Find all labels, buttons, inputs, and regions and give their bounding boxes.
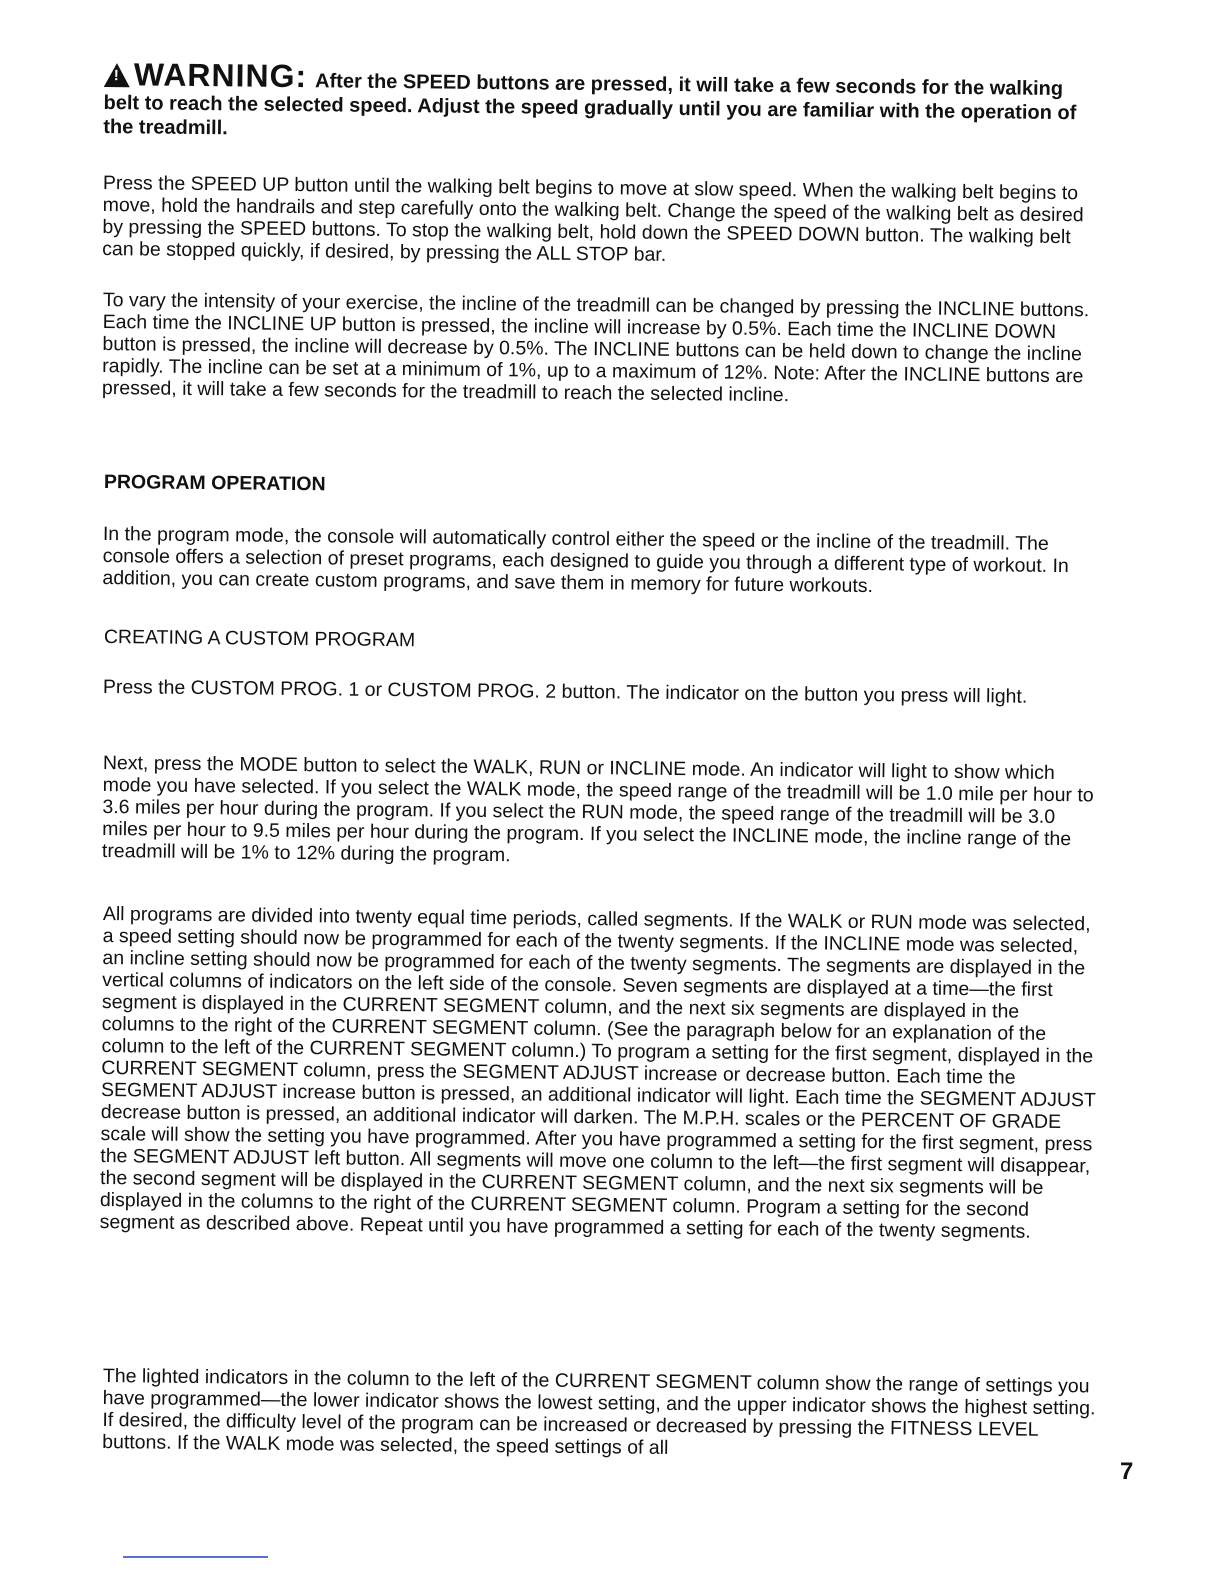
lighted-indicators-paragraph: The lighted indicators in the column to the left of the CURRENT SEGMENT column show the range of settings you have programmed—the lower indicator shows the lowest setting, and the upper indicator shows the highest setting. If desired, the difficulty level of the program can be increased or decreased by pressing the FITNESS LEVEL buttons. If the WALK mode was selected, the speed settings of all bbox=[102, 1365, 1096, 1459]
page-number: 7 bbox=[1120, 1458, 1134, 1485]
program-mode-paragraph: In the program mode, the console will automatically control either the speed or the incline of the treadmill. The console offers a selection of preset programs, each designed to guide you through a different type of workout. In addition, you can create custom programs, and save them in memory for future workouts. bbox=[102, 523, 1069, 598]
bottom-divider bbox=[123, 1556, 268, 1558]
speed-paragraph: Press the SPEED UP button until the walking belt begins to move at slow speed. When the walking belt begins to move, hold the handrails and step carefully onto the walking belt. Change the speed of the walking belt as desired by pressing the SPEED buttons. To stop the walking belt, hold down the SPEED DOWN button. The walking belt can be stopped quickly, if desired, by pressing the ALL STOP bar. bbox=[102, 172, 1084, 266]
incline-paragraph: To vary the intensity of your exercise, the incline of the treadmill can be changed by pressing the INCLINE buttons. Each time the INCLINE UP button is pressed, the incline will increase by 0.5%. Each time the INCLINE DOWN button is pressed, the incline will decrease by 0.5%. The INCLINE buttons can be held down to change the incline rapidly. The incline can be set at a minimum of 1%, up to a maximum of 12%. Note: After the INCLINE buttons are pressed, it will take a few seconds for the treadmill to reach the selected incline. bbox=[101, 289, 1090, 407]
custom-prog-paragraph: Press the CUSTOM PROG. 1 or CUSTOM PROG. 2 button. The indicator on the button you press will light. bbox=[102, 676, 1028, 708]
warning-triangle-icon bbox=[104, 63, 130, 87]
segments-paragraph: All programs are divided into twenty equal time periods, called segments. If the WALK or RUN mode was selected, a speed setting should now be programmed for each of the twenty segments. If the INCLINE mode was selected, an incline setting should now be programmed for each of the twenty segments. The segments are displayed in the vertical columns of indicators on the left side of the console. Seven segments are displayed at a time—the first segment is displayed in the CURRENT SEGMENT column, and the next six segments are displayed in the columns to the right of the CURRENT SEGMENT column. (See the paragraph below for an explanation of the column to the left of the CURRENT SEGMENT column.) To program a setting for the first segment, displayed in the CURRENT SEGMENT column, press the SEGMENT ADJUST increase or decrease button. Each time the SEGMENT ADJUST increase button is pressed, an additional indicator will light. Each time the SEGMENT ADJUST decrease button is pressed, an additional indicator will darken. The M.P.H. scales or the PERCENT OF GRADE scale will show the setting you have programmed. After you have programmed a setting for the first segment, press the SEGMENT ADJUST left button. All segments will move one column to the left—the first segment will disappear, the second segment will be displayed in the CURRENT SEGMENT column, and the next six segments will be displayed in the columns to the right of the CURRENT SEGMENT column. Program a setting for the second segment as described above. Repeat until you have programmed a setting for each of the twenty segments. bbox=[99, 903, 1096, 1243]
program-operation-heading: PROGRAM OPERATION bbox=[103, 471, 326, 496]
creating-custom-program-heading: CREATING A CUSTOM PROGRAM bbox=[103, 626, 416, 652]
warning-block bbox=[103, 56, 1094, 149]
warning-text: After the SPEED buttons are pressed, it will take a few seconds for the walking belt to reach the selected speed. Adjust the speed gradually until you are familiar with the operation of the treadmill. bbox=[103, 70, 1077, 140]
warning-label: WARNING: bbox=[133, 56, 308, 95]
mode-paragraph: Next, press the MODE button to select the WALK, RUN or INCLINE mode. An indicator will light to show which mode you have selected. If you select the WALK mode, the speed range of the treadmill will be 1.0 mile per hour to 3.6 miles per hour during the program. If you select the RUN mode, the speed range of the treadmill will be 3.0 miles per hour to 9.5 miles per hour during the program. If you select the INCLINE mode, the incline range of the treadmill will be 1% to 12% during the program. bbox=[101, 752, 1094, 867]
